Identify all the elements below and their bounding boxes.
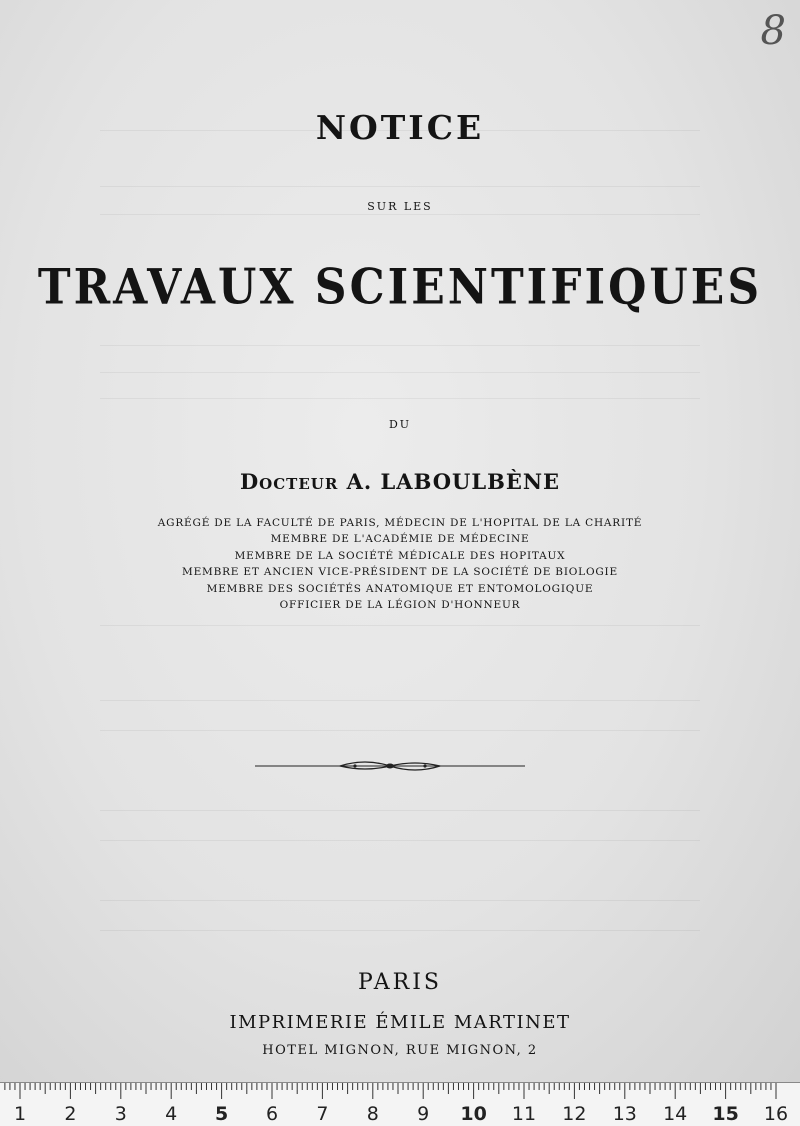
- ruler-number: 9: [417, 1103, 430, 1125]
- ruler-number: 5: [214, 1103, 229, 1125]
- ruler-number: 3: [114, 1103, 127, 1125]
- measuring-ruler: [0, 1082, 800, 1126]
- notice-heading: NOTICE: [315, 108, 485, 147]
- qualification-line: OFFICIER DE LA LÉGION D'HONNEUR: [279, 599, 521, 612]
- handwritten-page-number: 8: [760, 8, 786, 54]
- du-line: DU: [388, 418, 412, 431]
- printer-line: IMPRIMERIE ÉMILE MARTINET: [229, 1012, 571, 1033]
- ruler-number: 15: [712, 1103, 739, 1125]
- decorative-rule: [255, 756, 525, 776]
- qualification-line: AGRÉGÉ DE LA FACULTÉ DE PARIS, MÉDECIN DE L'HOPITAL DE LA CHARITÉ: [157, 517, 643, 529]
- address-line: HOTEL MIGNON, RUE MIGNON, 2: [262, 1043, 538, 1058]
- qualification-line: MEMBRE DE L'ACADÉMIE DE MÉDECINE: [270, 533, 530, 546]
- qualification-line: MEMBRE DES SOCIÉTÉS ANATOMIQUE ET ENTOMOLOGIQUE: [206, 582, 594, 595]
- ruler-number: 1: [13, 1103, 27, 1125]
- qualification-line: MEMBRE ET ANCIEN VICE-PRÉSIDENT DE LA SOCIÉTÉ DE BIOLOGIE: [182, 566, 618, 579]
- ruler-number: 14: [663, 1103, 688, 1125]
- ruler-number: 8: [366, 1103, 379, 1125]
- main-title: TRAVAUX SCIENTIFIQUES: [37, 259, 763, 316]
- ruler-number: 11: [511, 1103, 537, 1125]
- city-line: PARIS: [358, 970, 442, 995]
- sur-les-line: SUR LES: [367, 200, 433, 213]
- ruler-number: 12: [562, 1103, 587, 1125]
- ruler-ticks: [0, 1083, 800, 1103]
- ruler-number: 2: [64, 1103, 77, 1125]
- doctor-prefix: Docteur: [239, 469, 339, 494]
- ruler-number: 10: [460, 1103, 487, 1125]
- ruler-number: 13: [612, 1103, 637, 1125]
- qualifications-list: [0, 515, 800, 613]
- ruler-number: 6: [265, 1103, 279, 1125]
- doctor-name: A. LABOULBÈNE: [346, 469, 561, 494]
- ruler-number: 4: [165, 1103, 178, 1125]
- ruler-number: 16: [763, 1103, 789, 1125]
- ruler-number: 7: [316, 1103, 329, 1125]
- qualification-line: MEMBRE DE LA SOCIÉTÉ MÉDICALE DES HOPITAUX: [234, 549, 566, 562]
- author-line: [0, 469, 800, 494]
